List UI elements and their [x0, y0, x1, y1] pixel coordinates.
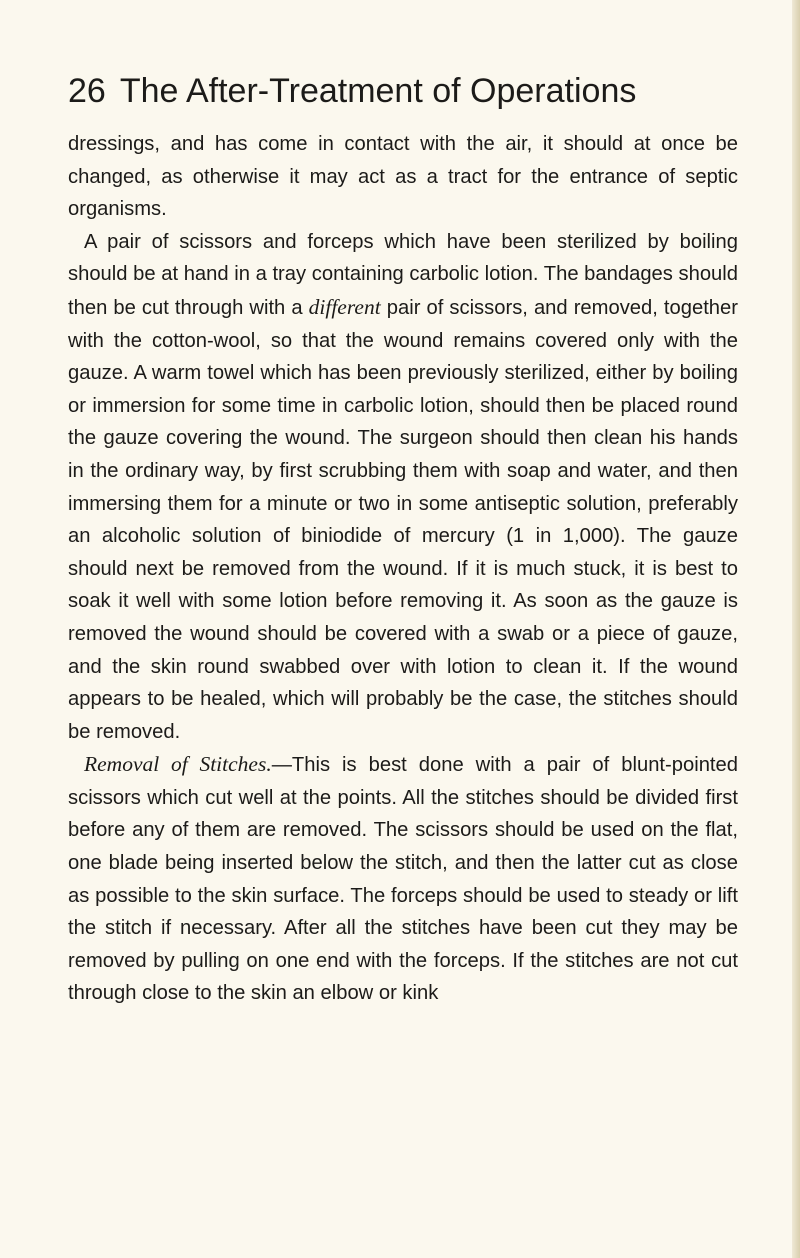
emphasis-different: different: [308, 294, 381, 319]
paragraph-removal-of-stitches: [68, 748, 738, 1010]
paragraph-text: —This is best done with a pair of blunt-pointed scissors which cut well at the points. All the stitches should be divided first before any of them are removed. The scissors should be used on the flat, one blade being inserted below the stitch, and then the latter cut as close as possible to the skin surface. The forceps should be used to steady or lift the stitch if necessary. After all the stitches have been cut they may be removed by pulling on one end with the forceps. If the stitches are not cut through close to the skin an elbow or kink: [68, 754, 738, 1005]
paragraph-continued: [68, 128, 738, 226]
paragraph-scissors-forceps: [68, 226, 738, 749]
paragraph-text: pair of scissors, and removed, together with the cotton-wool, so that the wound remains covered only with the gauze. A warm towel which has been previously sterilized, either by boiling or immersion for some time in carbolic lotion, should then be placed round the gauze covering the wound. The surgeon should then clean his hands in the ordinary way, by first scrubbing them with soap and water, and then immersing them for a minute or two in some antiseptic solution, preferably an alcoholic solution of biniodide of mercury (1 in 1,000). The gauze should next be removed from the wound. If it is much stuck, it is best to soak it well with some lotion before removing it. As soon as the gauze is removed the wound should be covered with a swab or a piece of gauze, and the skin round swabbed over with lotion to clean it. If the wound appears to be healed, which will probably be the case, the stitches should be removed.: [68, 296, 738, 743]
paragraph-text: dressings, and has come in contact with the air, it should at once be changed, as otherwise it may act as a tract for the entrance of septic organisms.: [68, 133, 738, 221]
page-number: 26: [68, 72, 106, 110]
section-heading-removal-of-stitches: Removal of Stitches.: [84, 752, 272, 777]
running-header: [68, 66, 738, 116]
running-title: The After-Treatment of Operations: [119, 72, 637, 110]
paragraph-text: A pair of scissors and forceps which have been sterilized by boiling should be at hand in a tray containing carbolic lotion. The bandages should then be cut through with a: [68, 230, 738, 319]
page-edge: [792, 0, 800, 1258]
body-text: [68, 128, 738, 1010]
